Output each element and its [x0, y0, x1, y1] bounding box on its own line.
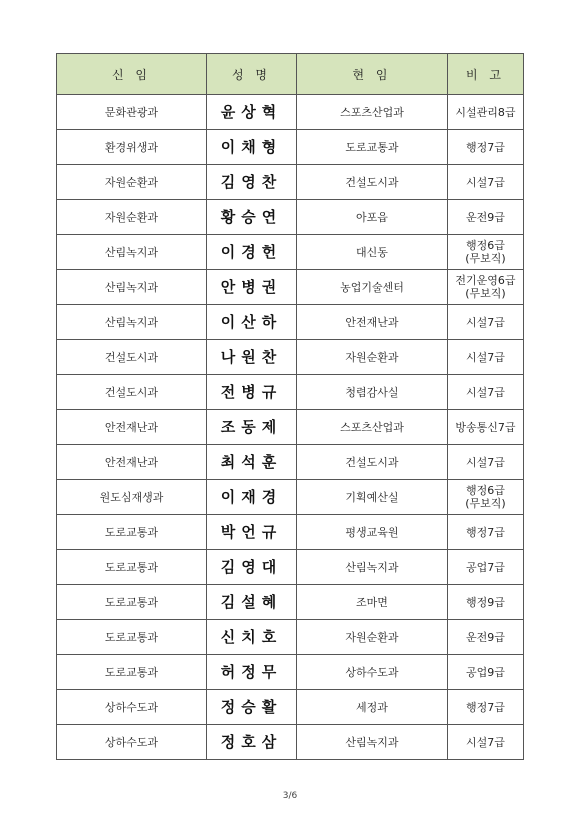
note-cell [448, 690, 524, 725]
note-line: 시설7급 [466, 175, 505, 189]
note-line: 방송통신7급 [455, 420, 516, 434]
name-cell: 안병권 [207, 270, 297, 305]
current-post-cell: 자원순환과 [297, 340, 448, 375]
name-cell: 이경헌 [207, 235, 297, 270]
table-body [57, 95, 524, 760]
new-post-cell: 산림녹지과 [57, 235, 207, 270]
table-row [57, 725, 524, 760]
table-row [57, 340, 524, 375]
new-post-cell: 안전재난과 [57, 410, 207, 445]
new-post-cell: 문화관광과 [57, 95, 207, 130]
name-cell: 윤상혁 [207, 95, 297, 130]
note-line: 행정7급 [466, 700, 505, 714]
note-line: 행정7급 [466, 140, 505, 154]
name-cell: 정호삼 [207, 725, 297, 760]
name-cell: 최석훈 [207, 445, 297, 480]
note-line: (무보직) [465, 497, 506, 510]
table-row [57, 655, 524, 690]
new-post-cell: 도로교통과 [57, 585, 207, 620]
current-post-cell: 자원순환과 [297, 620, 448, 655]
name-cell: 정승활 [207, 690, 297, 725]
name-cell: 이산하 [207, 305, 297, 340]
new-post-cell: 안전재난과 [57, 445, 207, 480]
header-row [57, 54, 524, 95]
note-cell [448, 95, 524, 130]
table-row [57, 165, 524, 200]
current-post-cell: 대신동 [297, 235, 448, 270]
current-post-cell: 아포읍 [297, 200, 448, 235]
current-post-cell: 스포츠산업과 [297, 95, 448, 130]
table-row [57, 410, 524, 445]
personnel-table [56, 53, 524, 760]
note-cell [448, 655, 524, 690]
note-cell [448, 235, 524, 270]
name-cell: 이재경 [207, 480, 297, 515]
table-row [57, 200, 524, 235]
note-line: 행정7급 [466, 525, 505, 539]
table-row [57, 690, 524, 725]
note-line: 공업9급 [466, 665, 505, 679]
current-post-cell: 건설도시과 [297, 445, 448, 480]
note-cell [448, 340, 524, 375]
note-cell [448, 515, 524, 550]
table-row [57, 620, 524, 655]
note-cell [448, 480, 524, 515]
table-row [57, 550, 524, 585]
current-post-cell: 기획예산실 [297, 480, 448, 515]
name-cell: 박언규 [207, 515, 297, 550]
note-cell [448, 620, 524, 655]
table-row [57, 480, 524, 515]
header-new-post: 신 임 [57, 54, 207, 95]
header-note: 비 고 [448, 54, 524, 95]
current-post-cell: 스포츠산업과 [297, 410, 448, 445]
current-post-cell: 조마면 [297, 585, 448, 620]
current-post-cell: 산림녹지과 [297, 725, 448, 760]
table-row [57, 515, 524, 550]
new-post-cell: 상하수도과 [57, 690, 207, 725]
header-name: 성 명 [207, 54, 297, 95]
note-cell [448, 305, 524, 340]
note-cell [448, 165, 524, 200]
header-current-post: 현 임 [297, 54, 448, 95]
note-cell [448, 270, 524, 305]
name-cell: 조동제 [207, 410, 297, 445]
new-post-cell: 자원순환과 [57, 200, 207, 235]
current-post-cell: 세정과 [297, 690, 448, 725]
current-post-cell: 산림녹지과 [297, 550, 448, 585]
note-line: 시설관리8급 [455, 105, 516, 119]
note-cell [448, 130, 524, 165]
name-cell: 황승연 [207, 200, 297, 235]
new-post-cell: 도로교통과 [57, 655, 207, 690]
new-post-cell: 도로교통과 [57, 515, 207, 550]
new-post-cell: 환경위생과 [57, 130, 207, 165]
new-post-cell: 자원순환과 [57, 165, 207, 200]
current-post-cell: 상하수도과 [297, 655, 448, 690]
note-line: (무보직) [465, 287, 506, 300]
note-line: 시설7급 [466, 350, 505, 364]
name-cell: 전병규 [207, 375, 297, 410]
name-cell: 김영찬 [207, 165, 297, 200]
note-line: 행정6급 [466, 239, 505, 252]
current-post-cell: 안전재난과 [297, 305, 448, 340]
table-row [57, 375, 524, 410]
name-cell: 나원찬 [207, 340, 297, 375]
current-post-cell: 건설도시과 [297, 165, 448, 200]
table-row [57, 270, 524, 305]
new-post-cell: 원도심재생과 [57, 480, 207, 515]
note-line: 행정6급 [466, 484, 505, 497]
note-line: 시설7급 [466, 315, 505, 329]
note-line: 운전9급 [466, 630, 505, 644]
new-post-cell: 건설도시과 [57, 340, 207, 375]
note-line: 시설7급 [466, 735, 505, 749]
note-line: 시설7급 [466, 455, 505, 469]
note-line: 운전9급 [466, 210, 505, 224]
note-line: (무보직) [465, 252, 506, 265]
table-row [57, 235, 524, 270]
table-row [57, 445, 524, 480]
new-post-cell: 상하수도과 [57, 725, 207, 760]
new-post-cell: 도로교통과 [57, 550, 207, 585]
current-post-cell: 농업기술센터 [297, 270, 448, 305]
table-row [57, 585, 524, 620]
name-cell: 김설혜 [207, 585, 297, 620]
note-line: 시설7급 [466, 385, 505, 399]
note-cell [448, 585, 524, 620]
new-post-cell: 도로교통과 [57, 620, 207, 655]
new-post-cell: 산림녹지과 [57, 305, 207, 340]
table-row [57, 95, 524, 130]
note-cell [448, 200, 524, 235]
note-line: 행정9급 [466, 595, 505, 609]
name-cell: 허정무 [207, 655, 297, 690]
current-post-cell: 도로교통과 [297, 130, 448, 165]
note-cell [448, 725, 524, 760]
current-post-cell: 청렴감사실 [297, 375, 448, 410]
new-post-cell: 건설도시과 [57, 375, 207, 410]
new-post-cell: 산림녹지과 [57, 270, 207, 305]
table-row [57, 305, 524, 340]
page-number: 3/6 [282, 791, 298, 801]
current-post-cell: 평생교육원 [297, 515, 448, 550]
note-cell [448, 410, 524, 445]
note-line: 전기운영6급 [455, 274, 516, 287]
name-cell: 신치호 [207, 620, 297, 655]
name-cell: 김영대 [207, 550, 297, 585]
note-cell [448, 445, 524, 480]
note-cell [448, 375, 524, 410]
note-line: 공업7급 [466, 560, 505, 574]
name-cell: 이채형 [207, 130, 297, 165]
table-row [57, 130, 524, 165]
note-cell [448, 550, 524, 585]
